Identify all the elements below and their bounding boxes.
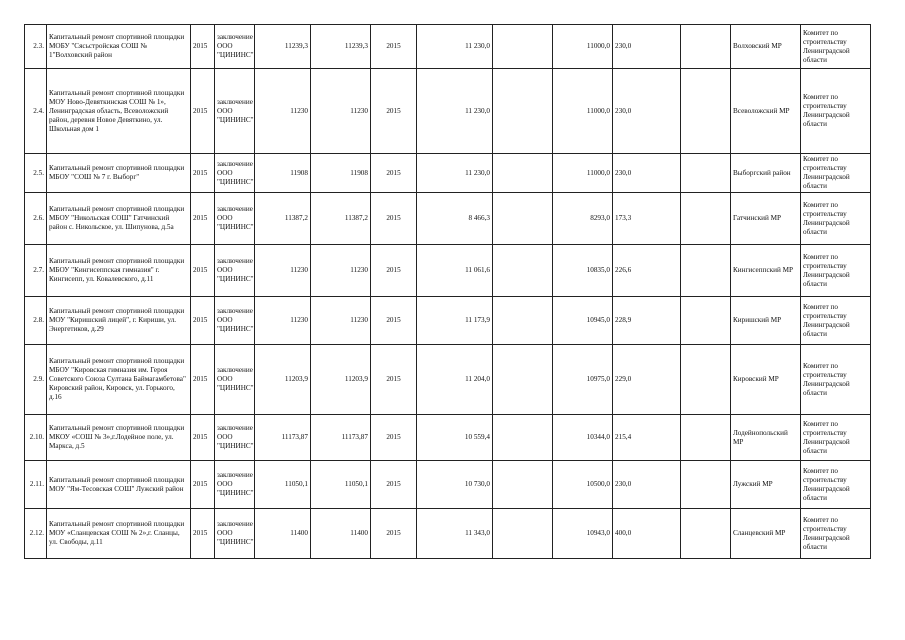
- empty-cell: [493, 154, 553, 193]
- execution-year: 2015: [371, 69, 417, 154]
- local-budget: 230,0: [613, 461, 681, 509]
- estimated-cost: 11230: [255, 69, 311, 154]
- expert-conclusion: [215, 25, 255, 69]
- table-row: [25, 297, 871, 345]
- responsible-executor: Комитет по строительству Ленинградской области: [801, 461, 871, 509]
- conclusion-line: ООО: [217, 168, 233, 177]
- table-row: [25, 154, 871, 193]
- execution-year: 2015: [371, 461, 417, 509]
- municipal-district: Волховский МР: [731, 25, 801, 69]
- estimated-cost: 11230: [255, 245, 311, 297]
- conclusion-line: "ЦИНИНС": [217, 538, 254, 546]
- expert-conclusion: [215, 69, 255, 154]
- empty-cell: [493, 245, 553, 297]
- object-description: Капитальный ремонт спортивной площадки МБОУ "Никольская СОШ" Гатчинский район с. Никольское, ул. Шипунова, д.5а: [47, 193, 191, 245]
- empty-cell: [681, 345, 731, 415]
- conclusion-line: заключение: [217, 33, 253, 41]
- approved-cost: 11173,87: [311, 415, 371, 461]
- conclusion-line: "ЦИНИНС": [217, 275, 254, 283]
- local-budget: 230,0: [613, 69, 681, 154]
- conclusion-line: "ЦИНИНС": [217, 177, 254, 186]
- row-number: 2.5.: [25, 154, 47, 193]
- table-row: [25, 193, 871, 245]
- responsible-executor: Комитет по строительству Ленинградской области: [801, 245, 871, 297]
- row-number: 2.4.: [25, 69, 47, 154]
- empty-cell: [681, 69, 731, 154]
- start-year: 2015: [191, 25, 215, 69]
- conclusion-line: заключение: [217, 257, 253, 265]
- row-number: 2.12.: [25, 509, 47, 559]
- execution-year: 2015: [371, 345, 417, 415]
- conclusion-line: заключение: [217, 471, 253, 479]
- start-year: 2015: [191, 461, 215, 509]
- approved-cost: 11203,9: [311, 345, 371, 415]
- local-budget: 230,0: [613, 154, 681, 193]
- table-row: [25, 509, 871, 559]
- estimated-cost: 11239,3: [255, 25, 311, 69]
- row-number: 2.8.: [25, 297, 47, 345]
- approved-cost: 11230: [311, 297, 371, 345]
- regional-budget: 8293,0: [553, 193, 613, 245]
- responsible-executor: Комитет по строительству Ленинградской области: [801, 509, 871, 559]
- total-financing: 11 230,0: [417, 69, 493, 154]
- approved-cost: 11230: [311, 69, 371, 154]
- total-financing: 10 730,0: [417, 461, 493, 509]
- start-year: 2015: [191, 345, 215, 415]
- row-number: 2.7.: [25, 245, 47, 297]
- local-budget: 229,0: [613, 345, 681, 415]
- execution-year: 2015: [371, 154, 417, 193]
- municipal-district: Лодейнопольский МР: [731, 415, 801, 461]
- empty-cell: [493, 345, 553, 415]
- expert-conclusion: [215, 154, 255, 193]
- program-table: [24, 24, 871, 559]
- execution-year: 2015: [371, 297, 417, 345]
- conclusion-line: "ЦИНИНС": [217, 223, 254, 231]
- regional-budget: 11000,0: [553, 25, 613, 69]
- conclusion-line: ООО: [217, 214, 233, 222]
- approved-cost: 11387,2: [311, 193, 371, 245]
- empty-cell: [681, 193, 731, 245]
- execution-year: 2015: [371, 415, 417, 461]
- row-number: 2.6.: [25, 193, 47, 245]
- regional-budget: 11000,0: [553, 154, 613, 193]
- conclusion-line: заключение: [217, 366, 253, 374]
- total-financing: 10 559,4: [417, 415, 493, 461]
- regional-budget: 10945,0: [553, 297, 613, 345]
- local-budget: 173,3: [613, 193, 681, 245]
- empty-cell: [493, 69, 553, 154]
- estimated-cost: 11230: [255, 297, 311, 345]
- object-description: Капитальный ремонт спортивной площадки МОБУ "Сясьстройская СОШ № 1"Волховский район: [47, 25, 191, 69]
- municipal-district: Кингисеппский МР: [731, 245, 801, 297]
- local-budget: 400,0: [613, 509, 681, 559]
- start-year: 2015: [191, 297, 215, 345]
- responsible-executor: Комитет по строительству Ленинградской области: [801, 345, 871, 415]
- object-description: Капитальный ремонт спортивной площадки МОУ "Ям-Тесовская СОШ" Лужский район: [47, 461, 191, 509]
- total-financing: 11 173,9: [417, 297, 493, 345]
- object-description: Капитальный ремонт спортивной площадки МОУ Ново-Девяткинская СОШ № 1», Ленинградская область, Всеволожский район, деревня Новое Девяткино, ул. Школьная дом 1: [47, 69, 191, 154]
- execution-year: 2015: [371, 509, 417, 559]
- conclusion-line: заключение: [217, 520, 253, 528]
- conclusion-line: ООО: [217, 480, 233, 488]
- regional-budget: 10975,0: [553, 345, 613, 415]
- empty-cell: [493, 461, 553, 509]
- total-financing: 11 061,6: [417, 245, 493, 297]
- table-row: [25, 461, 871, 509]
- responsible-executor: Комитет по строительству Ленинградской области: [801, 193, 871, 245]
- conclusion-line: "ЦИНИНС": [217, 384, 254, 392]
- object-description: Капитальный ремонт спортивной площадки МБОУ "Кингисеппская гимназия" г. Кингисепп, ул. Ковалевского, д.11: [47, 245, 191, 297]
- conclusion-line: ООО: [217, 316, 233, 324]
- expert-conclusion: [215, 415, 255, 461]
- conclusion-line: ООО: [217, 42, 233, 50]
- conclusion-line: ООО: [217, 433, 233, 441]
- conclusion-line: "ЦИНИНС": [217, 325, 254, 333]
- estimated-cost: 11203,9: [255, 345, 311, 415]
- responsible-executor: Комитет по строительству Ленинградской области: [801, 415, 871, 461]
- municipal-district: Выборгский район: [731, 154, 801, 193]
- row-number: 2.3.: [25, 25, 47, 69]
- table-row: [25, 25, 871, 69]
- municipal-district: Киришский МР: [731, 297, 801, 345]
- estimated-cost: 11050,1: [255, 461, 311, 509]
- conclusion-line: "ЦИНИНС": [217, 489, 254, 497]
- expert-conclusion: [215, 345, 255, 415]
- local-budget: 230,0: [613, 25, 681, 69]
- expert-conclusion: [215, 297, 255, 345]
- total-financing: 11 204,0: [417, 345, 493, 415]
- execution-year: 2015: [371, 245, 417, 297]
- conclusion-line: ООО: [217, 106, 233, 115]
- municipal-district: Гатчинский МР: [731, 193, 801, 245]
- conclusion-line: ООО: [217, 266, 233, 274]
- approved-cost: 11239,3: [311, 25, 371, 69]
- expert-conclusion: [215, 509, 255, 559]
- expert-conclusion: [215, 193, 255, 245]
- empty-cell: [681, 509, 731, 559]
- empty-cell: [681, 297, 731, 345]
- empty-cell: [681, 25, 731, 69]
- empty-cell: [681, 245, 731, 297]
- responsible-executor: Комитет по строительству Ленинградской области: [801, 69, 871, 154]
- responsible-executor: Комитет по строительству Ленинградской области: [801, 154, 871, 193]
- row-number: 2.10.: [25, 415, 47, 461]
- total-financing: 11 343,0: [417, 509, 493, 559]
- conclusion-line: "ЦИНИНС": [217, 442, 254, 450]
- conclusion-line: "ЦИНИНС": [217, 51, 254, 59]
- conclusion-line: ООО: [217, 375, 233, 383]
- object-description: Капитальный ремонт спортивной площадки МКОУ «СОШ № 3»,г.Лодейное поле, ул. Маркса, д.5: [47, 415, 191, 461]
- conclusion-line: заключение: [217, 307, 253, 315]
- conclusion-line: заключение: [217, 205, 253, 213]
- regional-budget: 10344,0: [553, 415, 613, 461]
- conclusion-line: заключение: [217, 97, 253, 106]
- approved-cost: 11050,1: [311, 461, 371, 509]
- row-number: 2.11.: [25, 461, 47, 509]
- empty-cell: [493, 509, 553, 559]
- empty-cell: [493, 297, 553, 345]
- approved-cost: 11230: [311, 245, 371, 297]
- conclusion-line: заключение: [217, 159, 253, 168]
- estimated-cost: 11908: [255, 154, 311, 193]
- empty-cell: [493, 25, 553, 69]
- start-year: 2015: [191, 415, 215, 461]
- table-row: [25, 345, 871, 415]
- object-description: Капитальный ремонт спортивной площадки МБОУ "Кировская гимназия им. Героя Советского Союза Султана Баймагамбетова" Кировский район, Кировск, ул. Горького, д.16: [47, 345, 191, 415]
- conclusion-line: "ЦИНИНС": [217, 115, 254, 124]
- expert-conclusion: [215, 245, 255, 297]
- total-financing: 11 230,0: [417, 25, 493, 69]
- regional-budget: 10943,0: [553, 509, 613, 559]
- start-year: 2015: [191, 245, 215, 297]
- municipal-district: Всеволожский МР: [731, 69, 801, 154]
- object-description: Капитальный ремонт спортивной площадки МБОУ "СОШ № 7 г. Выборг": [47, 154, 191, 193]
- regional-budget: 11000,0: [553, 69, 613, 154]
- object-description: Капитальный ремонт спортивной площадки МОУ "Киришский лицей", г. Кириши, ул. Энергетиков, д.29: [47, 297, 191, 345]
- municipal-district: Лужский МР: [731, 461, 801, 509]
- table-row: [25, 69, 871, 154]
- start-year: 2015: [191, 193, 215, 245]
- expert-conclusion: [215, 461, 255, 509]
- responsible-executor: Комитет по строительству Ленинградской области: [801, 297, 871, 345]
- row-number: 2.9.: [25, 345, 47, 415]
- empty-cell: [681, 415, 731, 461]
- local-budget: 226,6: [613, 245, 681, 297]
- local-budget: 215,4: [613, 415, 681, 461]
- empty-cell: [493, 415, 553, 461]
- municipal-district: Сланцевский МР: [731, 509, 801, 559]
- estimated-cost: 11387,2: [255, 193, 311, 245]
- start-year: 2015: [191, 509, 215, 559]
- approved-cost: 11908: [311, 154, 371, 193]
- table-row: [25, 415, 871, 461]
- conclusion-line: ООО: [217, 529, 233, 537]
- total-financing: 8 466,3: [417, 193, 493, 245]
- start-year: 2015: [191, 69, 215, 154]
- start-year: 2015: [191, 154, 215, 193]
- estimated-cost: 11173,87: [255, 415, 311, 461]
- total-financing: 11 230,0: [417, 154, 493, 193]
- conclusion-line: заключение: [217, 424, 253, 432]
- estimated-cost: 11400: [255, 509, 311, 559]
- responsible-executor: Комитет по строительству Ленинградской области: [801, 25, 871, 69]
- empty-cell: [681, 154, 731, 193]
- regional-budget: 10835,0: [553, 245, 613, 297]
- regional-budget: 10500,0: [553, 461, 613, 509]
- approved-cost: 11400: [311, 509, 371, 559]
- municipal-district: Кировский МР: [731, 345, 801, 415]
- execution-year: 2015: [371, 25, 417, 69]
- table-row: [25, 245, 871, 297]
- empty-cell: [681, 461, 731, 509]
- execution-year: 2015: [371, 193, 417, 245]
- local-budget: 228,9: [613, 297, 681, 345]
- empty-cell: [493, 193, 553, 245]
- object-description: Капитальный ремонт спортивной площадки МОУ «Сланцевская СОШ № 2»,г. Сланцы, ул. Свободы, д.11: [47, 509, 191, 559]
